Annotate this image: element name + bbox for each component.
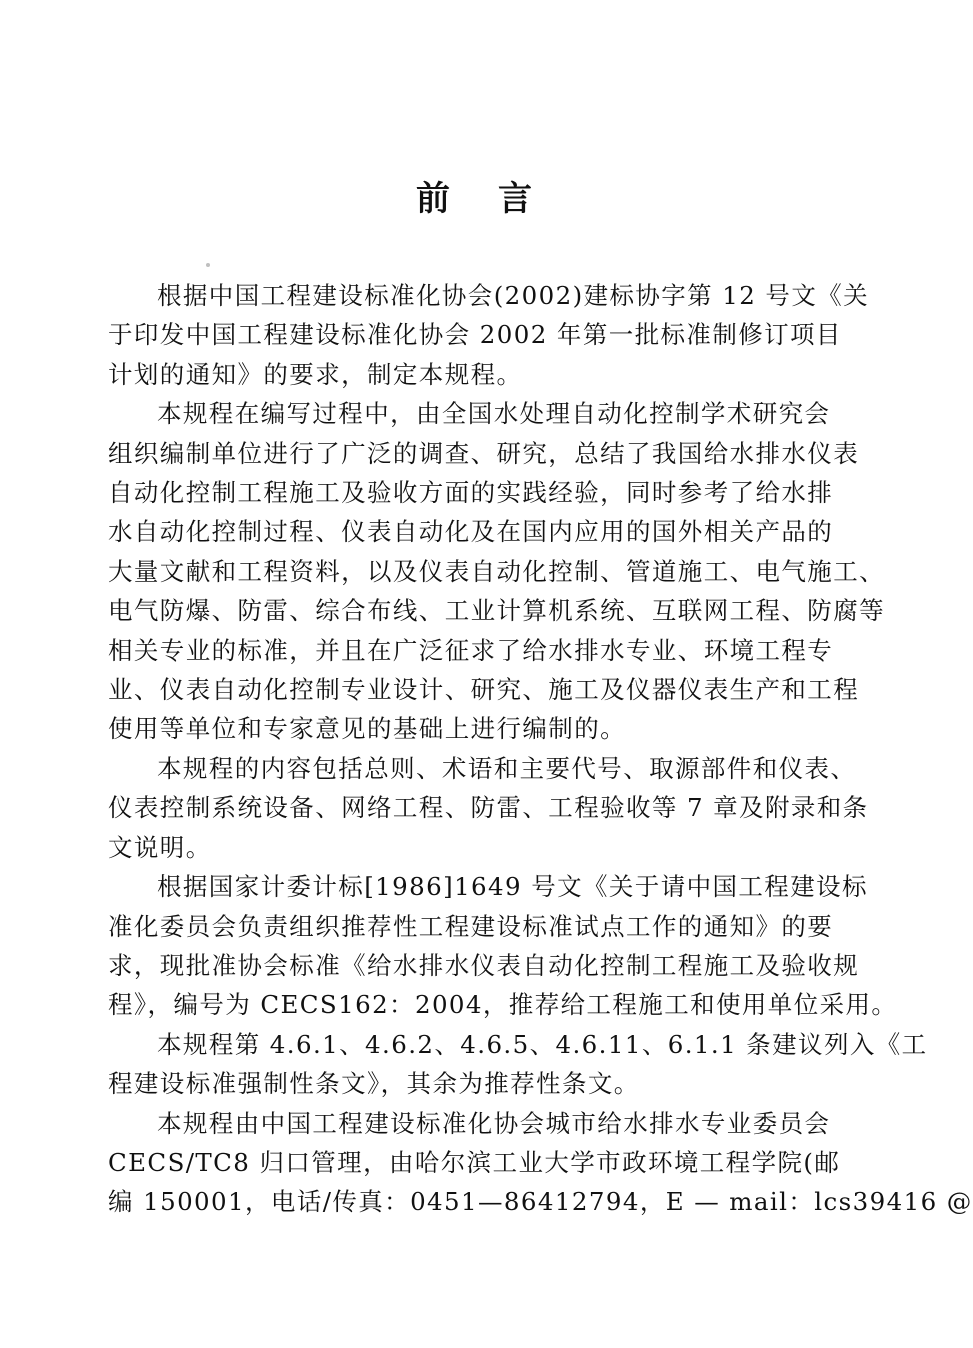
paragraph-line: 程建设标准强制性条文》，其余为推荐性条文。 (108, 1069, 640, 1099)
title-char-2: 言 (498, 178, 534, 219)
paragraph-line: 使用等单位和专家意见的基础上进行编制的。 (108, 714, 626, 744)
paragraph-line: 计划的通知》的要求，制定本规程。 (108, 359, 523, 389)
paragraph-1 (108, 276, 870, 394)
paragraph-line: 程》，编号为 CECS162：2004，推荐给工程施工和使用单位采用。 (108, 990, 898, 1020)
paragraph-6 (108, 1104, 973, 1222)
paragraph-line: 仪表控制系统设备、网络工程、防雷、工程验收等 7 章及附录和条 (108, 793, 869, 823)
paragraph-line: 根据中国工程建设标准化协会(2002)建标协字第 12 号文《关 (157, 281, 870, 310)
paragraph-line: 准化委员会负责组织推荐性工程建设标准试点工作的通知》的要 (108, 911, 834, 941)
paragraph-4 (108, 867, 898, 1025)
document-body (108, 276, 973, 1222)
paragraph-2 (108, 394, 885, 749)
paragraph-line: 电气防爆、防雷、综合布线、工业计算机系统、互联网工程、防腐等 (108, 596, 885, 626)
paragraph-line: 求，现批准协会标准《给水排水仪表自动化控制工程施工及验收规 (108, 950, 860, 980)
paragraph-line: 组织编制单位进行了广泛的调查、研究，总结了我国给水排水仪表 (108, 438, 860, 468)
scan-speck (206, 263, 210, 267)
paragraph-line: 文说明。 (108, 832, 212, 862)
title-char-1: 前 (416, 178, 452, 219)
paragraph-line: 本规程第 4.6.1、4.6.2、4.6.5、4.6.11、6.1.1 条建议列入《工 (157, 1029, 928, 1059)
paragraph-line: 编 150001，电话/传真：0451—86412794，E — mail：lcs39416 @ (108, 1187, 973, 1217)
paragraph-line: 本规程由中国工程建设标准化协会城市给水排水专业委员会 (157, 1108, 831, 1138)
paragraph-line: 大量文献和工程资料，以及仪表自动化控制、管道施工、电气施工、 (108, 556, 885, 586)
paragraph-line: 业、仪表自动化控制专业设计、研究、施工及仪器仪表生产和工程 (108, 675, 860, 705)
paragraph-line: 本规程的内容包括总则、术语和主要代号、取源部件和仪表、 (157, 753, 857, 783)
page-title (0, 175, 950, 223)
paragraph-3 (108, 749, 869, 867)
paragraph-line: 自动化控制工程施工及验收方面的实践经验，同时参考了给水排 (108, 478, 834, 508)
paragraph-line: 水自动化控制过程、仪表自动化及在国内应用的国外相关产品的 (108, 517, 834, 547)
paragraph-line: 本规程在编写过程中，由全国水处理自动化控制学术研究会 (157, 399, 831, 429)
paragraph-line: 相关专业的标准，并且在广泛征求了给水排水专业、环境工程专 (108, 635, 834, 665)
paragraph-line: 于印发中国工程建设标准化协会 2002 年第一批标准制修订项目 (108, 320, 842, 350)
paragraph-line: 根据国家计委计标[1986]1649 号文《关于请中国工程建设标 (157, 872, 868, 902)
paragraph-5 (108, 1025, 928, 1104)
paragraph-line: CECS/TC8 归口管理，由哈尔滨工业大学市政环境工程学院(邮 (108, 1147, 841, 1177)
